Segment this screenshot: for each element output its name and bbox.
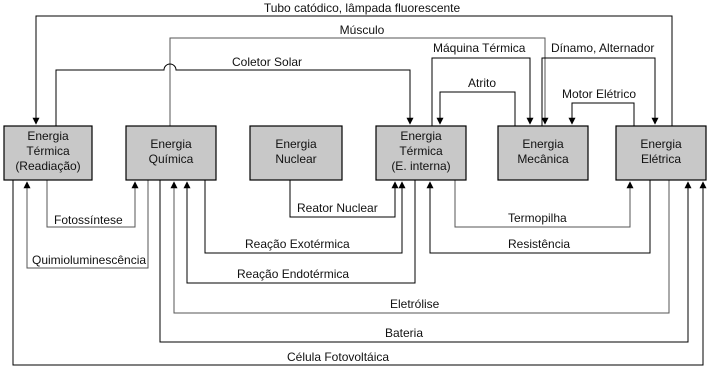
- box-line: Energia: [640, 137, 682, 151]
- box-line: Mecânica: [517, 152, 569, 166]
- box-line: Nuclear: [275, 152, 317, 166]
- arrow-bateria: [160, 180, 688, 342]
- box-line: Energia: [522, 137, 564, 151]
- box-line: (E. interna): [391, 159, 451, 173]
- label-eletrolise: Eletrólise: [390, 297, 440, 311]
- box-energia-quimica: [126, 126, 216, 180]
- label-reacao-exotermica: Reação Exotérmica: [245, 237, 350, 251]
- arrow-motor-eletrico: [572, 103, 634, 126]
- label-tubo-catodico: Tubo catódico, lâmpada fluorescente: [263, 1, 461, 15]
- box-line: Térmica: [26, 144, 70, 158]
- label-fotossintese: Fotossíntese: [54, 213, 123, 227]
- box-line: Energia: [275, 137, 317, 151]
- label-atrito: Atrito: [468, 76, 497, 90]
- label-maquina-termica: Máquina Térmica: [433, 41, 526, 55]
- box-line: Química: [148, 152, 194, 166]
- box-line: Energia: [400, 129, 442, 143]
- label-resistencia: Resistência: [508, 237, 571, 251]
- arrow-atrito: [440, 92, 515, 126]
- label-musculo: Músculo: [339, 23, 385, 37]
- box-line: Térmica: [399, 144, 443, 158]
- label-coletor-solar: Coletor Solar: [232, 55, 303, 69]
- box-energia-termica-interna: [376, 126, 466, 180]
- box-energia-nuclear: [250, 126, 342, 180]
- box-energia-mecanica: [498, 126, 588, 180]
- box-line: Energia: [150, 137, 192, 151]
- label-reator-nuclear: Reator Nuclear: [297, 201, 378, 215]
- label-bateria: Bateria: [385, 326, 424, 340]
- box-energia-eletrica: [616, 126, 706, 180]
- box-line: (Readiação): [15, 159, 81, 173]
- box-line: Elétrica: [640, 152, 682, 166]
- label-termopilha: Termopilha: [508, 211, 567, 225]
- label-dinamo-alternador: Dínamo, Alternador: [551, 41, 655, 55]
- label-celula-fotovoltaica: Célula Fotovoltáica: [287, 350, 390, 364]
- label-motor-eletrico: Motor Elétrico: [562, 87, 637, 101]
- label-quimioluminescencia: Quimioluminescência: [32, 253, 147, 267]
- label-reacao-endotermica: Reação Endotérmica: [237, 267, 350, 281]
- arrow-coletor-solar: [56, 64, 410, 126]
- box-line: Energia: [27, 129, 69, 143]
- box-energia-termica-radiacao: [4, 126, 92, 180]
